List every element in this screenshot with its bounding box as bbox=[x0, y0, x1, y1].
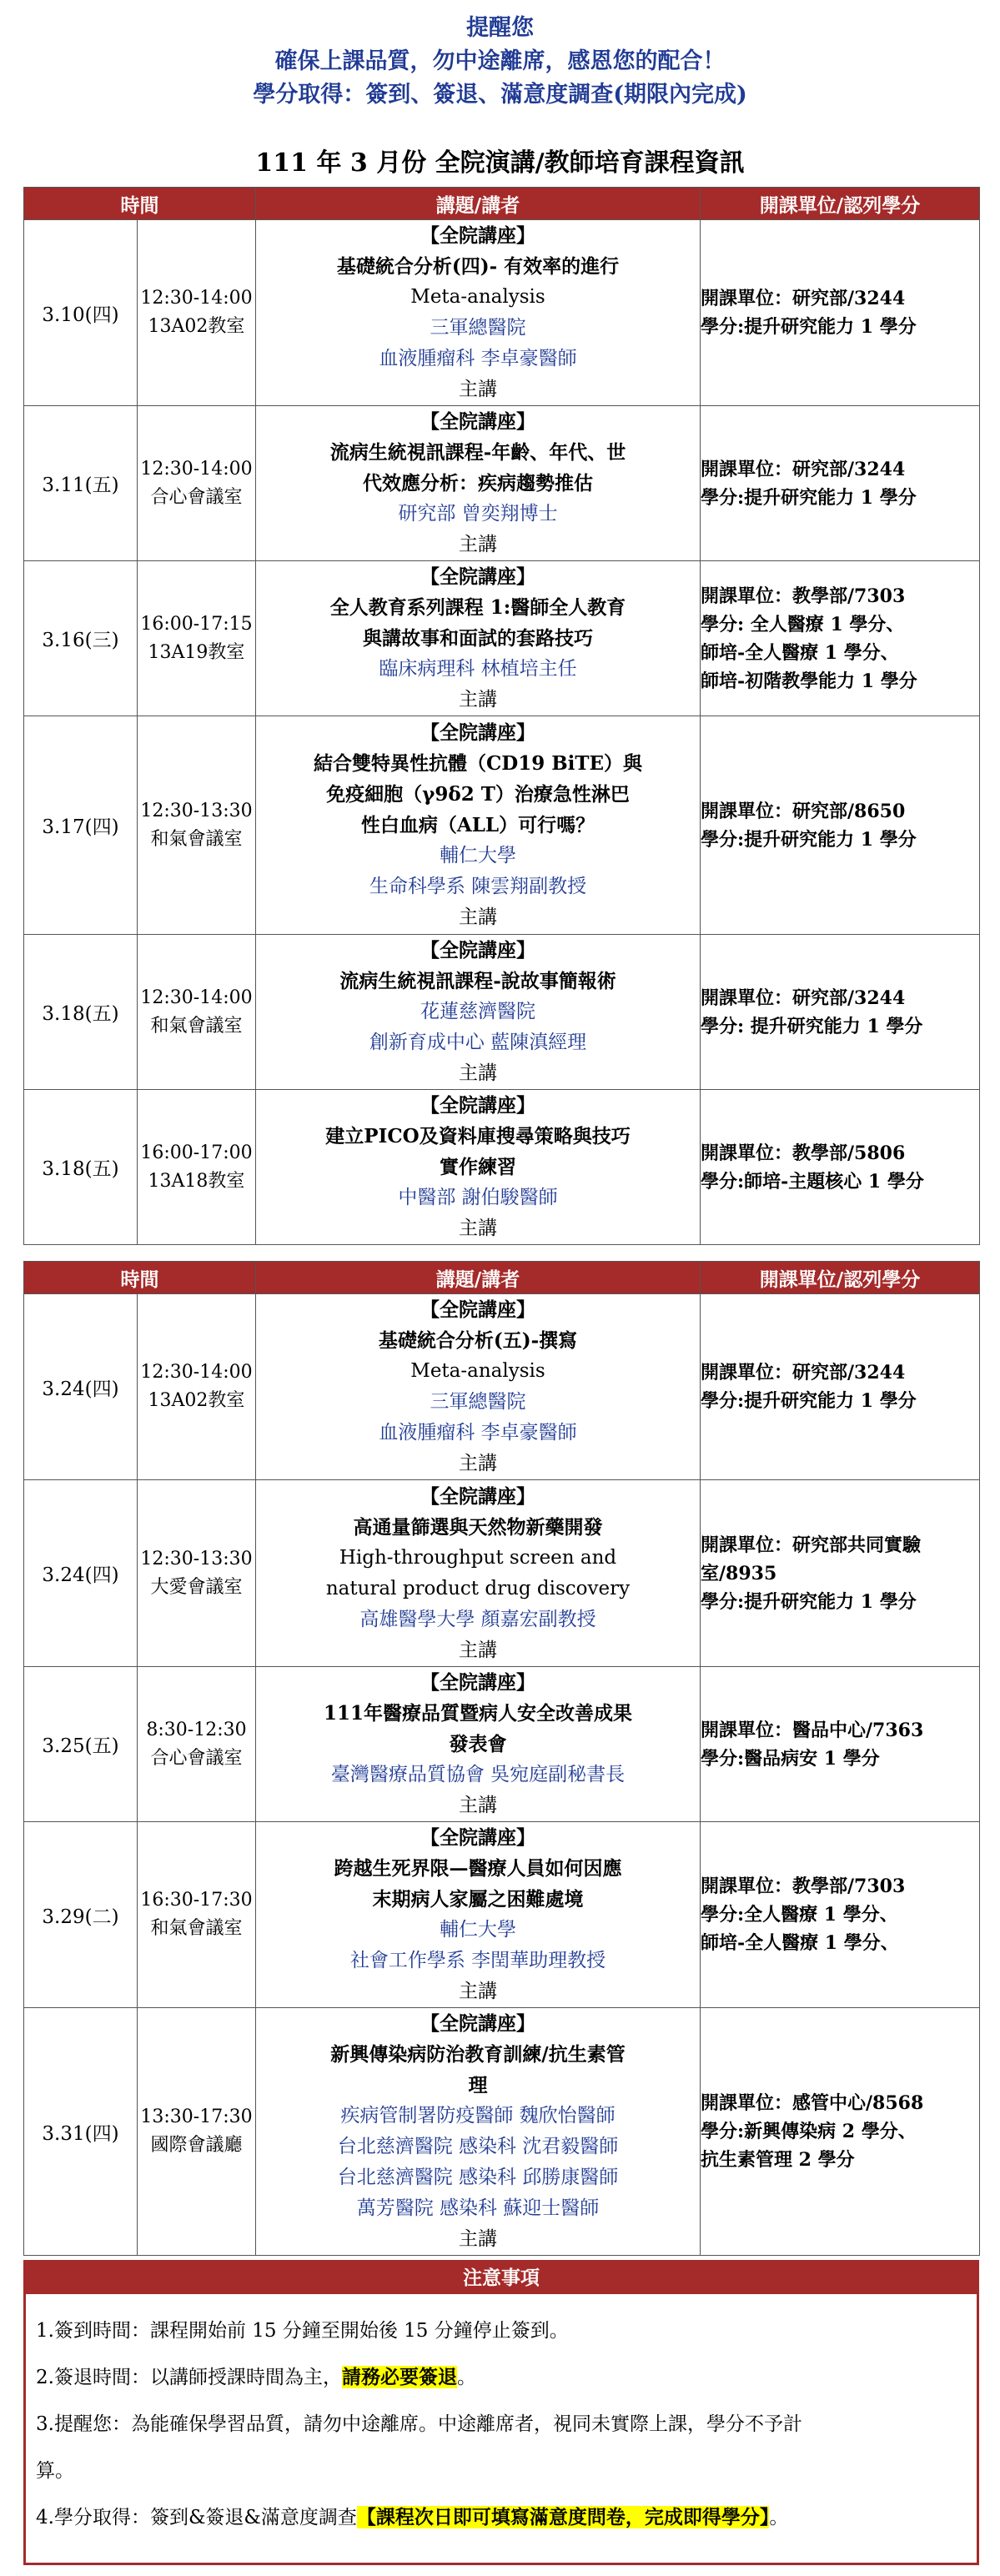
speaker-line: 生命科學系 陳雲翔副教授 bbox=[369, 876, 587, 897]
course-title-en-line: Meta-analysis bbox=[410, 1360, 545, 1382]
course-title-line: 基礎統合分析(四)- 有效率的進行 bbox=[336, 255, 620, 278]
notice-box bbox=[23, 2260, 979, 2565]
course-time: 16:00-17:00 bbox=[140, 1142, 253, 1163]
header-topic: 講題/講者 bbox=[256, 188, 701, 220]
credit-line: 開課單位：研究部/3244 bbox=[701, 1362, 906, 1383]
notice-item-4 bbox=[36, 2494, 968, 2541]
credit-line: 開課單位：研究部共同實驗 bbox=[701, 1534, 922, 1556]
speaker-line: 三軍總醫院 bbox=[430, 317, 526, 339]
credit-line: 學分:提升研究能力 1 學分 bbox=[701, 1390, 917, 1412]
course-time-cell bbox=[138, 1822, 256, 2008]
table-row bbox=[24, 1090, 980, 1245]
course-room: 13A02教室 bbox=[148, 1390, 245, 1411]
course-topic-cell bbox=[256, 1294, 701, 1480]
credit-line: 師培-全人醫療 1 學分、 bbox=[701, 641, 899, 664]
table-row bbox=[24, 406, 980, 561]
course-title-line: 全人教育系列課程 1:醫師全人教育 bbox=[329, 596, 626, 619]
course-title-line: 理 bbox=[468, 2074, 488, 2096]
course-date: 3.18(五) bbox=[24, 1090, 138, 1245]
speaker-line: 血液腫瘤科 李卓豪醫師 bbox=[379, 1422, 577, 1444]
course-time-cell bbox=[138, 1294, 256, 1480]
table-header-row bbox=[24, 1262, 980, 1294]
table-row bbox=[24, 1667, 980, 1822]
notice-title: 注意事項 bbox=[26, 2262, 977, 2294]
notice-item-4-highlight: 【課程次日即可填寫滿意度問卷，完成即得學分】 bbox=[356, 2506, 770, 2528]
course-date: 3.24(四) bbox=[24, 1294, 138, 1480]
speaker-line: 三軍總醫院 bbox=[430, 1391, 526, 1413]
course-title-line: 結合雙特異性抗體（CD19 BiTE）與 bbox=[313, 752, 643, 775]
course-title-line: 基礎統合分析(五)-撰寫 bbox=[378, 1329, 578, 1352]
credit-line: 學分:師培-主題核心 1 學分 bbox=[701, 1170, 924, 1193]
speaker-line: 疾病管制署防疫醫師 魏欣怡醫師 bbox=[340, 2105, 616, 2127]
course-date: 3.24(四) bbox=[24, 1480, 138, 1667]
course-time: 12:30-13:30 bbox=[140, 800, 253, 821]
course-tag: 【全院講座】 bbox=[420, 1094, 535, 1117]
table-header-row bbox=[24, 188, 980, 220]
speaker-role: 主講 bbox=[459, 534, 497, 555]
credit-line: 學分:新興傳染病 2 學分、 bbox=[701, 2121, 917, 2142]
course-title-en-line: natural product drug discovery bbox=[325, 1577, 631, 1599]
course-time-cell bbox=[138, 1480, 256, 1667]
notice-item-1: 1.簽到時間：課程開始前 15 分鐘至開始後 15 分鐘停止簽到。 bbox=[36, 2320, 569, 2342]
course-title-line: 流病生統視訊課程-年齡、年代、世 bbox=[329, 441, 626, 464]
course-title-line: 性白血病（ALL）可行嗎？ bbox=[360, 814, 595, 836]
credit-line: 抗生素管理 2 學分 bbox=[701, 2149, 855, 2171]
course-tag: 【全院講座】 bbox=[420, 1671, 535, 1694]
course-credit-cell bbox=[701, 1090, 980, 1245]
course-date: 3.25(五) bbox=[24, 1667, 138, 1822]
header-credit: 開課單位/認列學分 bbox=[701, 188, 980, 220]
course-title-en-line: Meta-analysis bbox=[410, 286, 545, 308]
credit-line: 開課單位：感管中心/8568 bbox=[701, 2092, 924, 2114]
table-row bbox=[24, 2008, 980, 2256]
course-tag: 【全院講座】 bbox=[420, 2012, 535, 2035]
table-row bbox=[24, 1294, 980, 1480]
reminder-banner bbox=[0, 12, 1000, 112]
speaker-role: 主講 bbox=[459, 2228, 497, 2250]
schedule-table-2 bbox=[23, 1261, 980, 2256]
course-room: 大愛會議室 bbox=[150, 1576, 243, 1598]
schedule-table-1 bbox=[23, 187, 980, 1245]
course-time-cell bbox=[138, 406, 256, 561]
speaker-role: 主講 bbox=[459, 1062, 497, 1084]
course-time: 16:00-17:15 bbox=[140, 613, 253, 635]
course-title-line: 發表會 bbox=[449, 1733, 507, 1755]
reminder-line-2: 確保上課品質，勿中途離席，感恩您的配合！ bbox=[274, 48, 726, 74]
credit-line: 師培-初階教學能力 1 學分 bbox=[701, 670, 917, 692]
course-credit-cell bbox=[701, 935, 980, 1090]
notice-item-2-highlight: 請務必要簽退 bbox=[341, 2366, 457, 2388]
speaker-line: 萬芳醫院 感染科 蘇迎士醫師 bbox=[356, 2197, 600, 2219]
speaker-line: 花蓮慈濟醫院 bbox=[420, 1001, 535, 1022]
course-credit-cell bbox=[701, 1822, 980, 2008]
course-credit-cell bbox=[701, 716, 980, 935]
page-title: 111 年 3 月份 全院演講/教師培育課程資訊 bbox=[255, 148, 745, 178]
course-date: 3.11(五) bbox=[24, 406, 138, 561]
speaker-role: 主講 bbox=[459, 1981, 497, 2002]
course-date: 3.10(四) bbox=[24, 220, 138, 406]
speaker-line: 社會工作學系 李閏華助理教授 bbox=[349, 1950, 606, 1971]
table-row bbox=[24, 561, 980, 716]
credit-line: 學分: 全人醫療 1 學分、 bbox=[701, 613, 905, 635]
course-room: 合心會議室 bbox=[150, 486, 243, 508]
course-room: 和氣會議室 bbox=[150, 1015, 243, 1037]
notice-body bbox=[26, 2294, 977, 2541]
speaker-role: 主講 bbox=[459, 1453, 497, 1474]
course-time: 12:30-14:00 bbox=[140, 458, 253, 480]
course-room: 和氣會議室 bbox=[150, 828, 243, 850]
course-room: 合心會議室 bbox=[150, 1747, 243, 1769]
course-time-cell bbox=[138, 220, 256, 406]
course-date: 3.17(四) bbox=[24, 716, 138, 935]
course-time: 12:30-14:00 bbox=[140, 987, 253, 1008]
course-title-line: 流病生統視訊課程-說故事簡報術 bbox=[339, 970, 616, 992]
table-row bbox=[24, 1480, 980, 1667]
speaker-line: 輔仁大學 bbox=[440, 1919, 516, 1941]
header-topic: 講題/講者 bbox=[256, 1262, 701, 1294]
course-tag: 【全院講座】 bbox=[420, 939, 535, 962]
speaker-role: 主講 bbox=[459, 1639, 497, 1661]
credit-line: 開課單位：教學部/7303 bbox=[701, 585, 906, 607]
course-time-cell bbox=[138, 1090, 256, 1245]
course-topic-cell bbox=[256, 1480, 701, 1667]
speaker-line: 台北慈濟醫院 感染科 邱勝康醫師 bbox=[337, 2167, 619, 2188]
notice-item-3-cont: 算。 bbox=[36, 2460, 74, 2482]
course-time: 8:30-12:30 bbox=[146, 1719, 247, 1740]
credit-line: 開課單位：教學部/5806 bbox=[701, 1142, 906, 1164]
course-tag: 【全院講座】 bbox=[420, 565, 535, 588]
course-room: 和氣會議室 bbox=[150, 1918, 243, 1939]
speaker-line: 高雄醫學大學 顏嘉宏副教授 bbox=[359, 1608, 596, 1630]
credit-line: 開課單位：研究部/8650 bbox=[701, 800, 906, 822]
credit-line: 學分:醫品病安 1 學分 bbox=[701, 1747, 880, 1770]
course-title-line: 跨越生死界限—醫療人員如何因應 bbox=[334, 1857, 622, 1880]
credit-line: 學分:提升研究能力 1 學分 bbox=[701, 486, 917, 509]
course-title-line: 111年醫療品質暨病人安全改善成果 bbox=[323, 1702, 632, 1725]
course-title-en-line: High-throughput screen and bbox=[339, 1546, 617, 1569]
course-credit-cell bbox=[701, 406, 980, 561]
course-topic-cell bbox=[256, 1822, 701, 2008]
course-room: 13A02教室 bbox=[148, 316, 245, 337]
course-tag: 【全院講座】 bbox=[420, 1298, 535, 1321]
credit-line: 學分:提升研究能力 1 學分 bbox=[701, 828, 917, 851]
course-topic-cell bbox=[256, 935, 701, 1090]
credit-line: 開課單位：教學部/7303 bbox=[701, 1876, 906, 1897]
course-topic-cell bbox=[256, 716, 701, 935]
notice-item-2 bbox=[36, 2354, 968, 2401]
course-title-line: 代效應分析：疾病趨勢推估 bbox=[363, 472, 593, 495]
table-row bbox=[24, 935, 980, 1090]
credit-line: 開課單位：醫品中心/7363 bbox=[701, 1719, 924, 1741]
course-time: 12:30-14:00 bbox=[140, 1362, 253, 1383]
course-title-line: 末期病人家屬之困難處境 bbox=[372, 1888, 584, 1911]
course-time-cell bbox=[138, 716, 256, 935]
course-topic-cell bbox=[256, 1090, 701, 1245]
credit-line: 學分: 提升研究能力 1 學分 bbox=[701, 1015, 923, 1037]
notice-item-4-text: 4.學分取得：簽到&簽退&滿意度調查 bbox=[36, 2507, 357, 2528]
course-date: 3.18(五) bbox=[24, 935, 138, 1090]
course-time-cell bbox=[138, 2008, 256, 2256]
speaker-role: 主講 bbox=[459, 689, 497, 711]
speaker-line: 創新育成中心 藍陳滇經理 bbox=[369, 1032, 587, 1053]
speaker-role: 主講 bbox=[459, 906, 497, 928]
credit-line: 學分:提升研究能力 1 學分 bbox=[701, 1590, 917, 1613]
speaker-line: 臨床病理科 林植培主任 bbox=[379, 658, 577, 680]
course-date: 3.31(四) bbox=[24, 2008, 138, 2256]
speaker-role: 主講 bbox=[459, 1218, 497, 1239]
notice-item-3: 3.提醒您：為能確保學習品質，請勿中途離席。中途離席者，視同未實際上課，學分不予計 bbox=[36, 2413, 802, 2435]
course-title-line: 與講故事和面試的套路技巧 bbox=[363, 627, 593, 650]
speaker-line: 台北慈濟醫院 感染科 沈君毅醫師 bbox=[337, 2136, 619, 2157]
course-tag: 【全院講座】 bbox=[420, 410, 535, 433]
credit-line: 學分:全人醫療 1 學分、 bbox=[701, 1904, 898, 1926]
course-credit-cell bbox=[701, 1294, 980, 1480]
course-time: 12:30-14:00 bbox=[140, 288, 253, 309]
speaker-line: 血液腫瘤科 李卓豪醫師 bbox=[379, 348, 577, 369]
course-credit-cell bbox=[701, 2008, 980, 2256]
credit-line: 開課單位：研究部/3244 bbox=[701, 987, 906, 1009]
table-row bbox=[24, 1822, 980, 2008]
course-credit-cell bbox=[701, 561, 980, 716]
credit-line: 室/8935 bbox=[701, 1562, 777, 1584]
course-time-cell bbox=[138, 935, 256, 1090]
course-title-line: 高通量篩選與天然物新藥開發 bbox=[353, 1515, 603, 1539]
course-topic-cell bbox=[256, 1667, 701, 1822]
course-tag: 【全院講座】 bbox=[420, 224, 535, 247]
table-row bbox=[24, 220, 980, 406]
course-title-line: 建立PICO及資料庫搜尋策略與技巧 bbox=[325, 1125, 631, 1147]
course-tag: 【全院講座】 bbox=[420, 1484, 535, 1508]
credit-line: 開課單位：研究部/3244 bbox=[701, 458, 906, 480]
course-topic-cell bbox=[256, 406, 701, 561]
course-tag: 【全院講座】 bbox=[420, 721, 535, 744]
table-row bbox=[24, 716, 980, 935]
speaker-role: 主講 bbox=[459, 1795, 497, 1816]
reminder-line-1: 提醒您 bbox=[466, 15, 534, 41]
course-time: 16:30-17:30 bbox=[140, 1890, 253, 1911]
speaker-role: 主講 bbox=[459, 379, 497, 400]
speaker-line: 輔仁大學 bbox=[440, 845, 516, 866]
header-time: 時間 bbox=[24, 188, 256, 220]
notice-item-2-text: 2.簽退時間：以講師授課時間為主， bbox=[36, 2367, 342, 2388]
course-topic-cell bbox=[256, 561, 701, 716]
course-credit-cell bbox=[701, 220, 980, 406]
course-title-line: 實作練習 bbox=[440, 1156, 516, 1178]
course-time-cell bbox=[138, 1667, 256, 1822]
course-title-line: 新興傳染病防治教育訓練/抗生素管 bbox=[330, 2043, 626, 2066]
course-time: 13:30-17:30 bbox=[140, 2106, 253, 2127]
credit-line: 開課單位：研究部/3244 bbox=[701, 288, 906, 309]
course-title-line: 免疫細胞（γ9δ2 T）治療急性淋巴 bbox=[326, 783, 630, 806]
speaker-line: 研究部 曾奕翔博士 bbox=[398, 503, 558, 525]
credit-line: 學分:提升研究能力 1 學分 bbox=[701, 316, 917, 338]
speaker-line: 臺灣醫療品質協會 吳宛庭副秘書長 bbox=[330, 1764, 626, 1785]
course-credit-cell bbox=[701, 1480, 980, 1667]
course-topic-cell bbox=[256, 220, 701, 406]
course-date: 3.16(三) bbox=[24, 561, 138, 716]
header-credit: 開課單位/認列學分 bbox=[701, 1262, 980, 1294]
course-tag: 【全院講座】 bbox=[420, 1826, 535, 1849]
reminder-line-3: 學分取得：簽到、簽退、滿意度調查(期限內完成) bbox=[253, 82, 747, 108]
course-room: 國際會議廳 bbox=[150, 2135, 243, 2156]
course-room: 13A19教室 bbox=[148, 641, 245, 663]
course-date: 3.29(二) bbox=[24, 1822, 138, 2008]
course-topic-cell bbox=[256, 2008, 701, 2256]
course-time: 12:30-13:30 bbox=[140, 1548, 253, 1569]
course-time-cell bbox=[138, 561, 256, 716]
notice-item-2-end: 。 bbox=[456, 2367, 476, 2388]
speaker-line: 中醫部 謝伯駿醫師 bbox=[398, 1187, 558, 1208]
course-credit-cell bbox=[701, 1667, 980, 1822]
credit-line: 師培-全人醫療 1 學分、 bbox=[701, 1932, 899, 1954]
course-room: 13A18教室 bbox=[148, 1170, 245, 1192]
header-time: 時間 bbox=[24, 1262, 256, 1294]
notice-item-4-end: 。 bbox=[769, 2507, 789, 2528]
